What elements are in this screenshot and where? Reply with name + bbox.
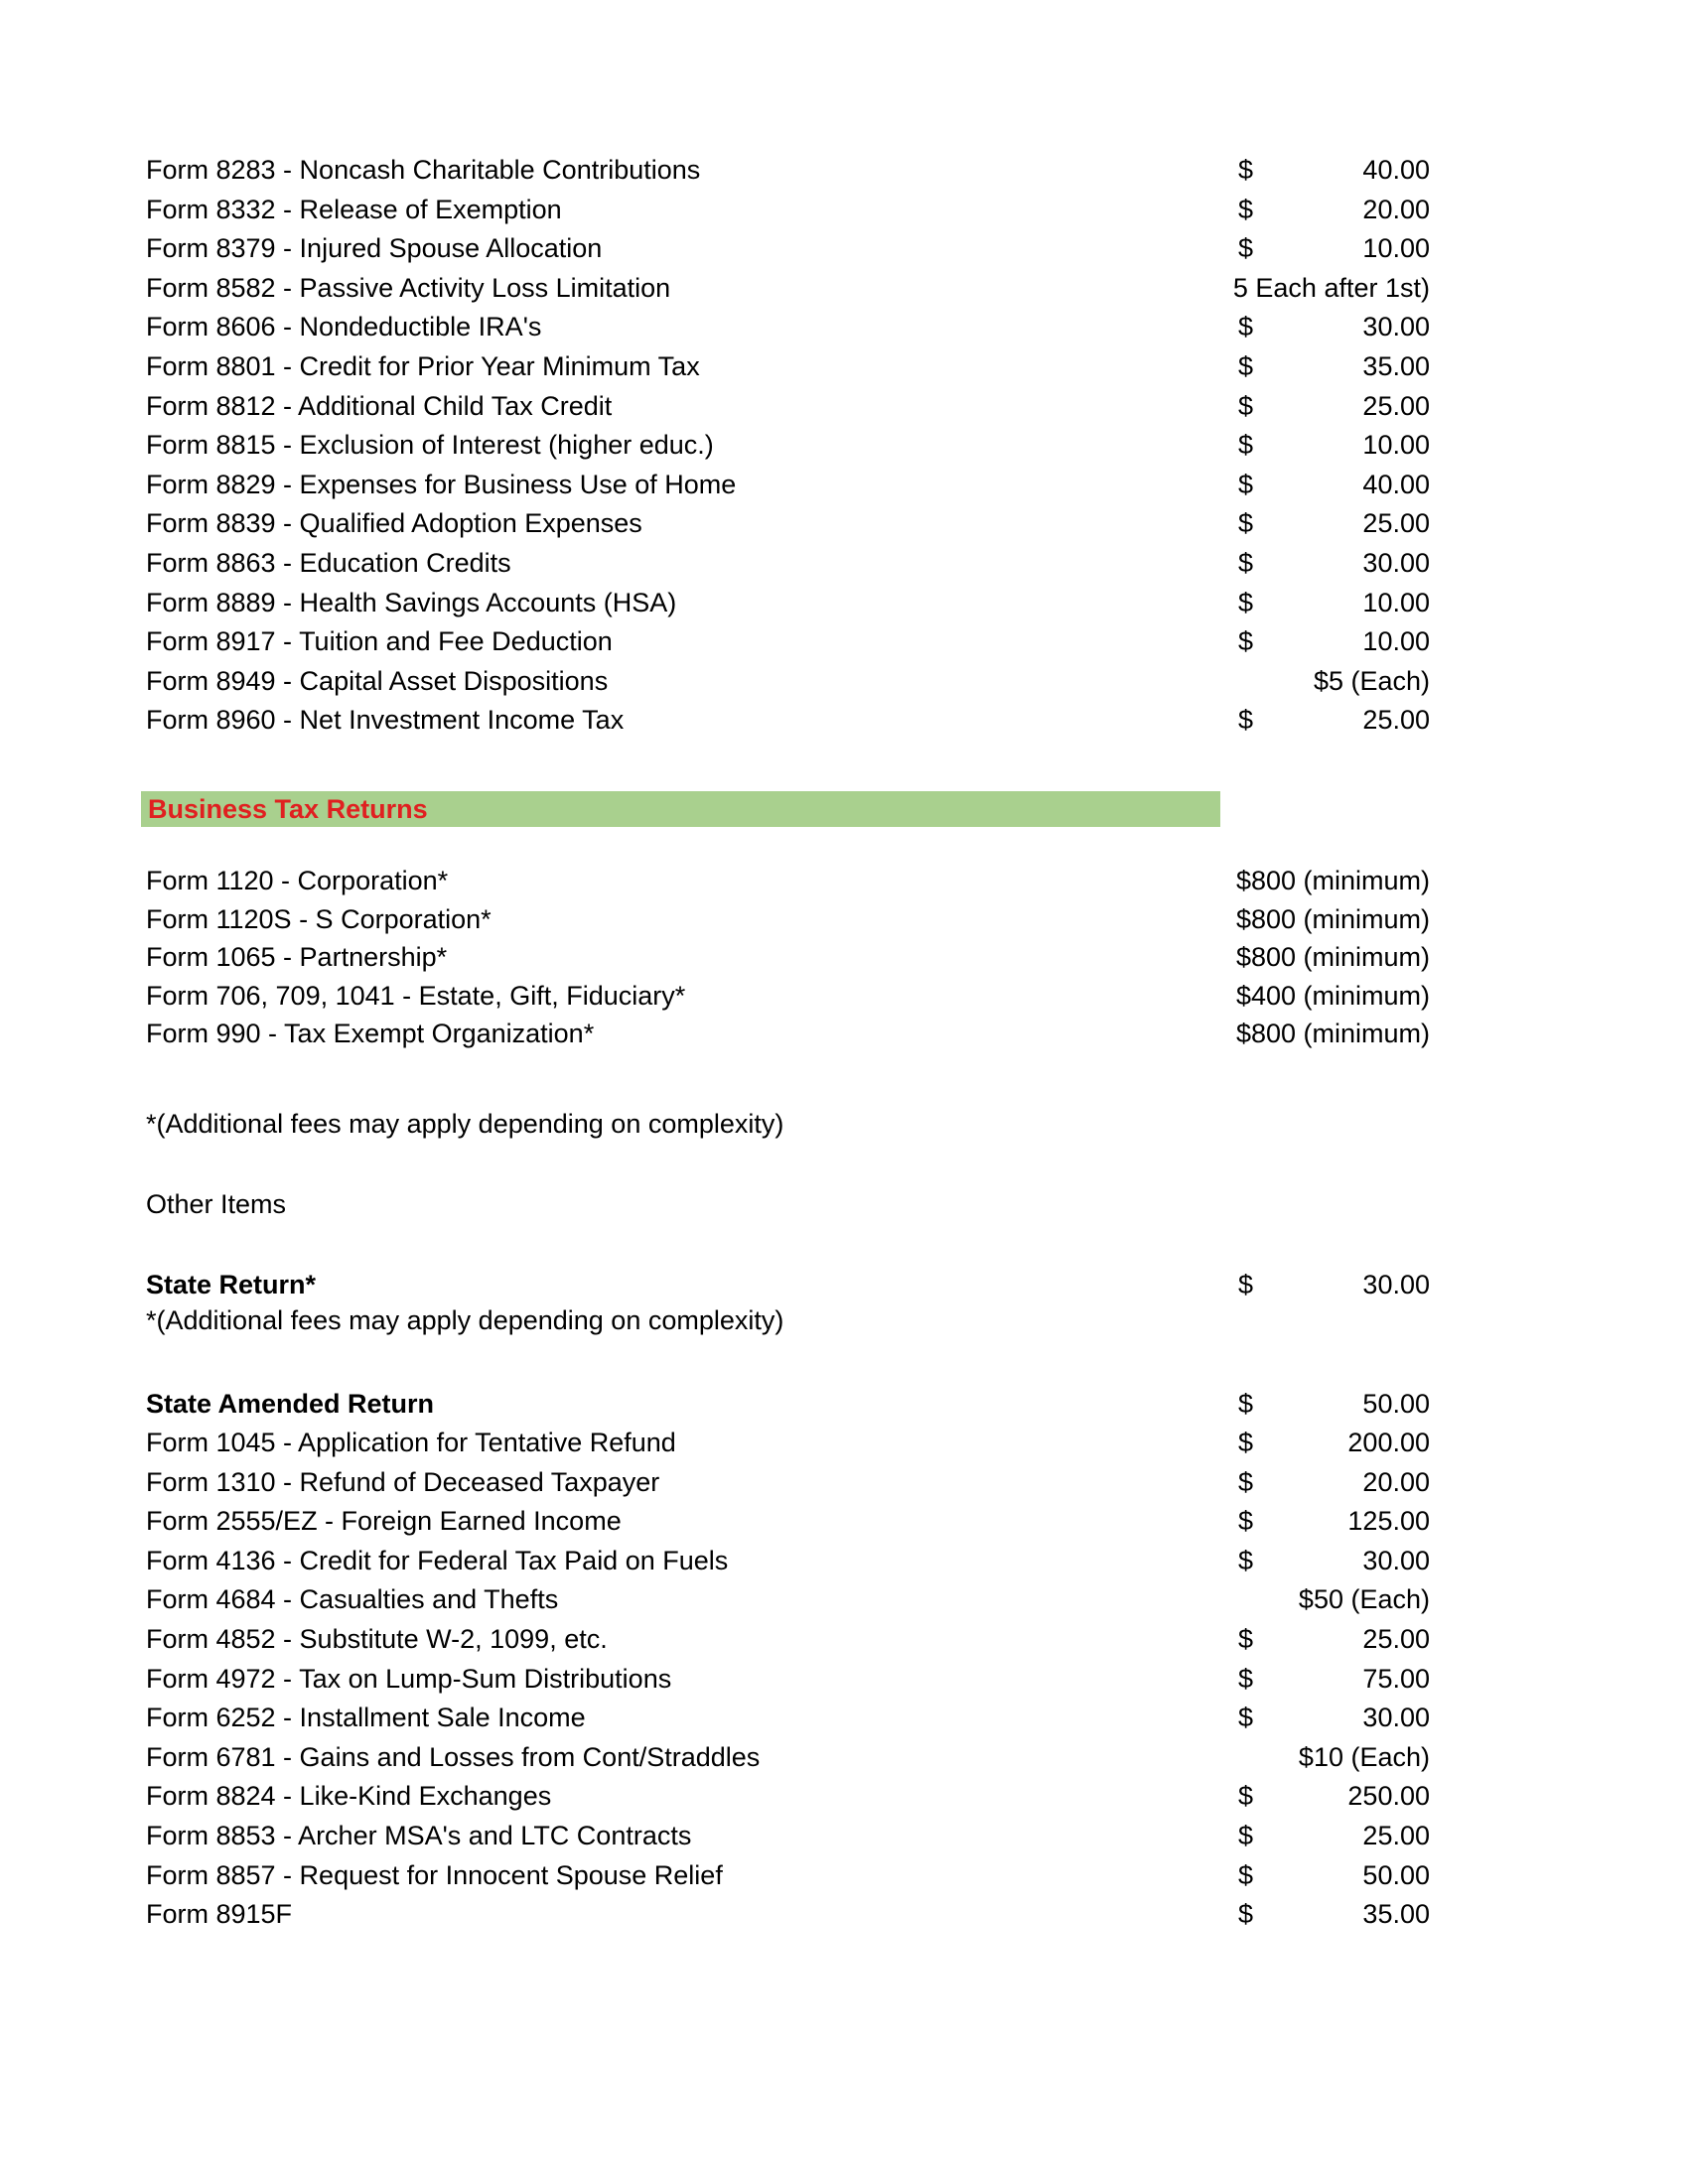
business-form-amount: $800 (minimum) [1235, 1019, 1430, 1049]
other-form-currency: $ [1238, 1859, 1254, 1890]
individual-form-row [146, 700, 1430, 740]
individual-form-currency: $ [1238, 626, 1254, 657]
individual-form-currency: $ [1238, 194, 1254, 224]
individual-form-label: Form 8960 - Net Investment Income Tax [146, 705, 625, 736]
business-footnote: *(Additional fees may apply depending on complexity) [146, 1109, 784, 1139]
other-items-row [146, 1184, 1430, 1224]
individual-form-label: Form 8917 - Tuition and Fee Deduction [146, 626, 613, 657]
business-form-row [146, 937, 1430, 977]
individual-form-amount: 30.00 [1362, 312, 1430, 342]
state-note: *(Additional fees may apply depending on complexity) [146, 1305, 784, 1335]
individual-form-amount: 30.00 [1362, 548, 1430, 578]
other-form-amount: 30.00 [1362, 1545, 1430, 1575]
individual-form-row [146, 543, 1430, 583]
other-form-currency: $ [1238, 1466, 1254, 1497]
individual-form-amount: 25.00 [1362, 390, 1430, 421]
other-form-currency: $ [1238, 1624, 1254, 1654]
individual-form-label: Form 8606 - Nondeductible IRA's [146, 312, 542, 342]
other-form-label: Form 1310 - Refund of Deceased Taxpayer [146, 1466, 660, 1497]
state-return-amount: 30.00 [1362, 1270, 1430, 1299]
individual-form-row [146, 583, 1430, 622]
other-form-label: Form 4852 - Substitute W-2, 1099, etc. [146, 1624, 608, 1654]
business-form-label: Form 706, 709, 1041 - Estate, Gift, Fiduciary* [146, 980, 686, 1011]
other-form-row [146, 1541, 1430, 1580]
business-section-title: Business Tax Returns [148, 794, 428, 824]
other-form-label: Form 2555/EZ - Foreign Earned Income [146, 1506, 622, 1537]
other-form-row [146, 1423, 1430, 1462]
other-form-label: Form 4684 - Casualties and Thefts [146, 1584, 559, 1615]
business-form-label: Form 1120S - S Corporation* [146, 903, 492, 934]
business-form-amount: $800 (minimum) [1235, 866, 1430, 895]
other-form-label: Form 1045 - Application for Tentative Refund [146, 1428, 676, 1457]
individual-form-currency: $ [1238, 155, 1254, 185]
other-form-row [146, 1579, 1430, 1619]
individual-form-amount: 10.00 [1362, 626, 1430, 657]
business-footnote-row [146, 1104, 1430, 1144]
state-note-row [146, 1300, 1430, 1340]
business-form-row [146, 861, 1430, 900]
business-form-row [146, 899, 1430, 939]
other-form-amount: $10 (Each) [1298, 1741, 1430, 1772]
individual-form-label: Form 8283 - Noncash Charitable Contributions [146, 155, 701, 185]
state-amended-label: State Amended Return [146, 1389, 435, 1419]
other-form-currency: $ [1238, 1428, 1254, 1457]
other-form-amount: 25.00 [1362, 1624, 1430, 1654]
other-form-currency: $ [1238, 1703, 1254, 1733]
business-form-row [146, 976, 1430, 1016]
other-form-row [146, 1894, 1430, 1934]
individual-form-amount: 10.00 [1362, 587, 1430, 617]
other-form-label: Form 8853 - Archer MSA's and LTC Contracts [146, 1821, 692, 1850]
state-return-currency: $ [1238, 1270, 1254, 1299]
individual-form-row [146, 150, 1430, 190]
other-form-row [146, 1501, 1430, 1541]
business-form-label: Form 1065 - Partnership* [146, 942, 448, 973]
individual-form-label: Form 8332 - Release of Exemption [146, 194, 562, 224]
business-form-row [146, 1014, 1430, 1053]
other-form-row [146, 1698, 1430, 1737]
other-form-row [146, 1619, 1430, 1659]
state-amended-row [146, 1384, 1430, 1424]
other-form-label: Form 8824 - Like-Kind Exchanges [146, 1781, 552, 1812]
other-form-row [146, 1816, 1430, 1855]
business-form-amount: $800 (minimum) [1235, 942, 1430, 973]
state-return-row [146, 1265, 1430, 1304]
individual-form-row [146, 386, 1430, 426]
other-form-amount: 35.00 [1362, 1899, 1430, 1930]
individual-form-row [146, 425, 1430, 465]
other-form-label: Form 6781 - Gains and Losses from Cont/Straddles [146, 1741, 761, 1772]
state-return-label: State Return* [146, 1270, 317, 1299]
individual-form-amount: 10.00 [1362, 233, 1430, 264]
individual-form-currency: $ [1238, 351, 1254, 381]
individual-form-currency: $ [1238, 233, 1254, 264]
individual-form-amount: 25.00 [1362, 508, 1430, 539]
individual-form-amount: $5 (Each) [1313, 665, 1430, 696]
individual-form-row [146, 661, 1430, 701]
individual-form-row [146, 268, 1430, 308]
business-form-label: Form 1120 - Corporation* [146, 866, 449, 895]
other-form-amount: 125.00 [1347, 1506, 1430, 1537]
individual-form-label: Form 8801 - Credit for Prior Year Minimum Tax [146, 351, 700, 381]
other-form-currency: $ [1238, 1899, 1254, 1930]
individual-form-row [146, 228, 1430, 268]
individual-form-currency: $ [1238, 469, 1254, 499]
other-form-row [146, 1737, 1430, 1777]
individual-form-amount: 25.00 [1362, 705, 1430, 736]
individual-form-amount: 10.00 [1362, 430, 1430, 461]
other-form-currency: $ [1238, 1545, 1254, 1575]
other-form-amount: 30.00 [1362, 1703, 1430, 1733]
business-form-amount: $800 (minimum) [1235, 903, 1430, 934]
individual-form-label: Form 8379 - Injured Spouse Allocation [146, 233, 603, 264]
individual-form-currency: $ [1238, 390, 1254, 421]
individual-form-currency: $ [1238, 508, 1254, 539]
individual-form-row [146, 621, 1430, 661]
other-form-currency: $ [1238, 1781, 1254, 1812]
individual-form-label: Form 8863 - Education Credits [146, 548, 511, 578]
individual-form-currency: $ [1238, 548, 1254, 578]
individual-form-currency: $ [1238, 705, 1254, 736]
other-form-amount: 20.00 [1362, 1466, 1430, 1497]
other-form-amount: 50.00 [1362, 1859, 1430, 1890]
individual-form-row [146, 346, 1430, 386]
other-form-label: Form 8857 - Request for Innocent Spouse Relief [146, 1859, 723, 1890]
state-amended-amount: 50.00 [1362, 1389, 1430, 1419]
business-form-label: Form 990 - Tax Exempt Organization* [146, 1019, 595, 1049]
individual-form-label: Form 8839 - Qualified Adoption Expenses [146, 508, 642, 539]
state-amended-currency: $ [1238, 1389, 1254, 1419]
individual-form-row [146, 465, 1430, 504]
other-form-label: Form 8915F [146, 1899, 293, 1930]
other-form-row [146, 1776, 1430, 1816]
other-form-amount: 25.00 [1362, 1821, 1430, 1850]
individual-form-amount: 35.00 [1362, 351, 1430, 381]
other-items-heading: Other Items [146, 1189, 287, 1219]
other-form-amount: 200.00 [1347, 1428, 1430, 1457]
individual-form-currency: $ [1238, 312, 1254, 342]
business-form-amount: $400 (minimum) [1235, 980, 1430, 1011]
other-form-amount: $50 (Each) [1298, 1584, 1430, 1615]
other-form-amount: 250.00 [1347, 1781, 1430, 1812]
individual-form-label: Form 8949 - Capital Asset Dispositions [146, 665, 609, 696]
individual-form-amount: 20.00 [1362, 194, 1430, 224]
other-form-row [146, 1462, 1430, 1502]
individual-form-label: Form 8889 - Health Savings Accounts (HSA) [146, 587, 677, 617]
individual-form-label: Form 8815 - Exclusion of Interest (higher educ.) [146, 430, 714, 461]
other-form-currency: $ [1238, 1506, 1254, 1537]
individual-form-amount: 40.00 [1362, 155, 1430, 185]
individual-form-currency: $ [1238, 430, 1254, 461]
individual-form-row [146, 190, 1430, 229]
individual-form-label: Form 8812 - Additional Child Tax Credit [146, 390, 613, 421]
other-form-row [146, 1659, 1430, 1699]
other-form-label: Form 4136 - Credit for Federal Tax Paid on Fuels [146, 1545, 729, 1575]
individual-form-row [146, 503, 1430, 543]
other-form-currency: $ [1238, 1663, 1254, 1694]
individual-form-amount: 40.00 [1362, 469, 1430, 499]
individual-form-label: Form 8829 - Expenses for Business Use of Home [146, 469, 737, 499]
individual-form-label: Form 8582 - Passive Activity Loss Limitation [146, 272, 671, 303]
individual-form-amount: 5 Each after 1st) [1232, 272, 1430, 303]
other-form-label: Form 6252 - Installment Sale Income [146, 1703, 586, 1733]
business-section-header [141, 791, 1220, 827]
other-form-amount: 75.00 [1362, 1663, 1430, 1694]
other-form-row [146, 1855, 1430, 1895]
other-form-label: Form 4972 - Tax on Lump-Sum Distributions [146, 1663, 672, 1694]
individual-form-row [146, 307, 1430, 346]
other-form-currency: $ [1238, 1821, 1254, 1850]
individual-form-currency: $ [1238, 587, 1254, 617]
